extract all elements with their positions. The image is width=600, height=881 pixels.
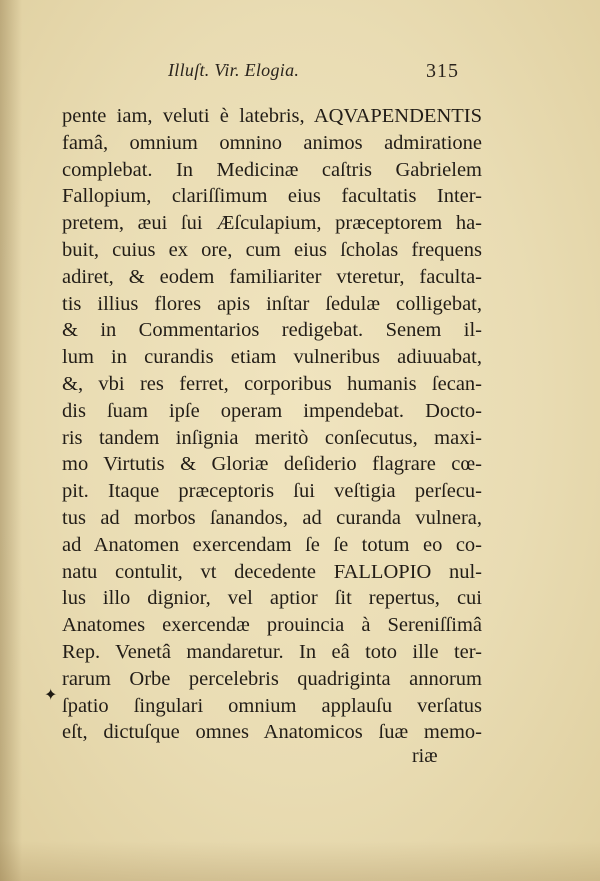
- text-line: tis illius flores apis inſtar ſedulæ colligebat,: [62, 292, 482, 315]
- text-line: pretem, æui ſui Æſculapium, præceptorem ha-: [62, 212, 482, 235]
- text-line: famâ, omnium omnino animos admiratione: [62, 131, 482, 154]
- text-line: ris tandem inſignia meritò conſecutus, maxi-: [62, 426, 482, 449]
- text-line: tus ad morbos ſanandos, ad curanda vulnera,: [62, 506, 482, 529]
- running-head: Illuſt. Vir. Elogia.: [168, 60, 300, 80]
- text-line: pente iam, veluti è latebris, AQVAPENDENTIS: [62, 105, 482, 127]
- text-line: & in Commentarios redigebat. Senem il-: [62, 319, 482, 342]
- text-line: pit. Itaque præceptoris ſui veſtigia perſecu-: [62, 480, 482, 503]
- text-line: Fallopium, clariſſimum eius facultatis Inter-: [62, 185, 482, 208]
- gutter-shadow: [0, 0, 22, 881]
- text-line: buit, cuius ex ore, cum eius ſcholas frequens: [62, 238, 482, 261]
- page-number: 315: [426, 60, 459, 82]
- text-line: Rep. Venetâ mandaretur. In eâ toto ille ter-: [62, 640, 482, 663]
- text-line: ad Anatomen exercendam ſe ſe totum eo co-: [62, 533, 482, 556]
- page-edge-shading: [0, 841, 600, 881]
- text-line: natu contulit, vt decedente FALLOPIO nul-: [62, 560, 482, 583]
- margin-pointer-icon: ✦: [44, 685, 58, 704]
- text-line: rarum Orbe percelebris quadriginta annorum: [62, 667, 482, 690]
- text-line: Anatomes exercendæ prouincia à Sereniſſimâ: [62, 614, 482, 637]
- catchword: riæ: [412, 745, 438, 767]
- text-line: mo Virtutis & Gloriæ deſiderio flagrare cœ-: [62, 453, 482, 476]
- text-line: complebat. In Medicinæ caſtris Gabrielem: [62, 158, 482, 181]
- text-line: &, vbi res ferret, corporibus humanis ſecan-: [62, 372, 482, 395]
- text-line: adiret, & eodem familiariter vteretur, faculta-: [62, 265, 482, 288]
- text-line: dis ſuam ipſe operam impendebat. Docto-: [62, 399, 482, 422]
- text-line: lum in curandis etiam vulneribus adiuuabat,: [62, 346, 482, 369]
- text-line: lus illo dignior, vel aptior ſit repertus, cui: [62, 587, 482, 610]
- body-text: [62, 103, 482, 746]
- text-line: ſpatio ſingulari omnium applauſu verſatus: [62, 694, 482, 717]
- text-line: eſt, dictuſque omnes Anatomicos ſuæ memo-: [62, 721, 482, 744]
